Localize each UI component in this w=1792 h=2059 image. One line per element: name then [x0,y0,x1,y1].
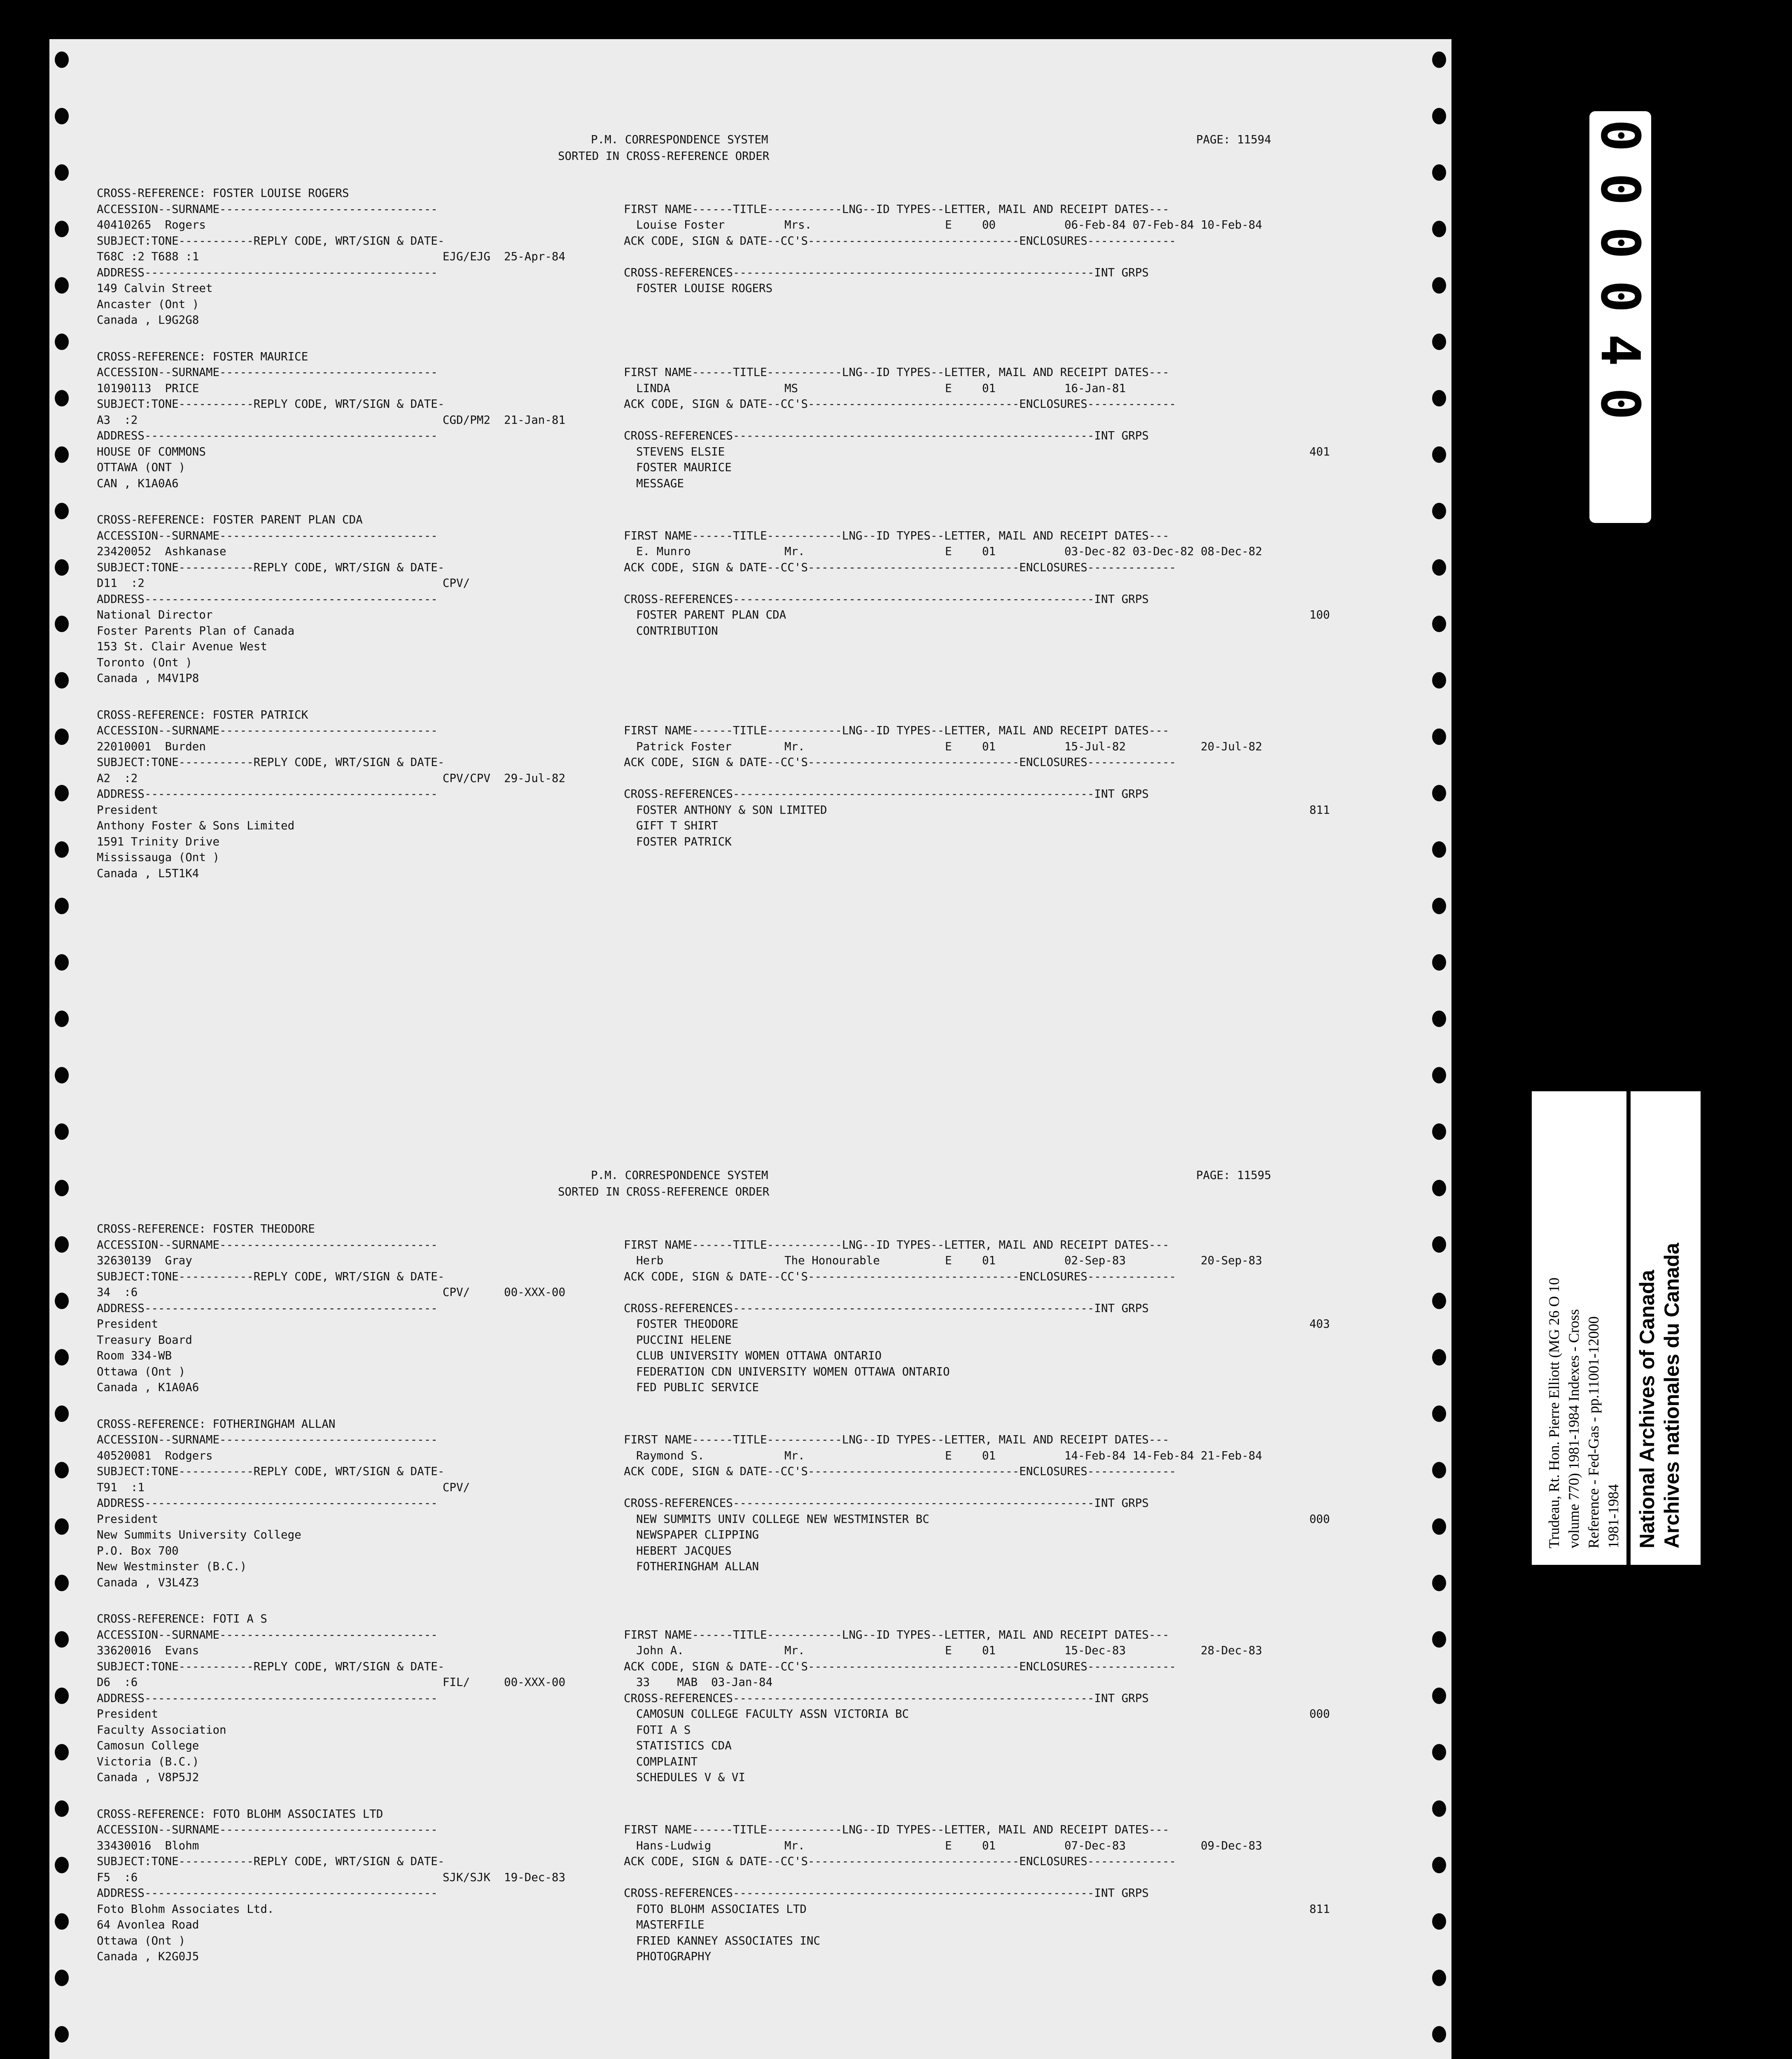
address-line: Foto Blohm Associates Ltd. [97,1902,274,1916]
sort-order: SORTED IN CROSS-REFERENCE ORDER [558,149,770,163]
reply-code: EJG/EJG 25-Apr-84 [443,250,566,263]
tractor-hole [1432,1293,1446,1309]
subject-tone: A2 :2 [97,771,138,785]
int-grps: 401 [1309,445,1330,458]
address-line: Anthony Foster & Sons Limited [97,819,295,832]
tractor-hole [1432,672,1446,689]
address-line: CAN , K1A0A6 [97,476,179,490]
address-line: Mississauga (Ont ) [97,851,220,864]
tractor-hole [55,559,69,576]
accession-surname: 10190113 PRICE [97,381,199,395]
title: Mr. [784,1839,805,1852]
tractor-hole [1432,390,1446,406]
column-header: CROSS-REFERENCES-----------------------------------------------------INT GRPS [624,1301,1149,1315]
address-line: Treasury Board [97,1333,192,1347]
column-header: ACCESSION--SURNAME-------------------------------- [97,529,438,542]
column-header: CROSS-REFERENCES-----------------------------------------------------INT GRPS [624,429,1149,442]
org-fr: Archives nationales du Canada [1660,1243,1683,1548]
address-line: Canada , M4V1P8 [97,672,199,685]
reply-code: CPV/ 00-XXX-00 [443,1286,566,1299]
subject-tone: 34 :6 [97,1286,138,1299]
first-name: LINDA [636,381,670,395]
cross-reference-entry: SCHEDULES V & VI [636,1771,745,1784]
archive-label-description [1544,1194,1623,1548]
reply-code: CPV/ [443,1480,470,1494]
language: E [945,1254,952,1267]
id-types: 01 [982,1449,996,1462]
tractor-hole [55,1518,69,1535]
column-header: ACCESSION--SURNAME-------------------------------- [97,202,438,216]
tractor-hole [1432,334,1446,350]
tractor-hole [55,1575,69,1591]
address-line: Room 334-WB [97,1349,172,1362]
column-header: CROSS-REFERENCES-----------------------------------------------------INT GRPS [624,592,1149,606]
address-line: Canada , V3L4Z3 [97,1576,199,1589]
reply-code: CGD/PM2 21-Jan-81 [443,413,566,427]
address-line: P.O. Box 700 [97,1544,179,1557]
address-line: Canada , K1A0A6 [97,1381,199,1394]
id-types: 01 [982,740,996,753]
id-types: 01 [982,381,996,395]
language: E [945,1839,952,1852]
tractor-hole [1432,1180,1446,1196]
tractor-hole [55,108,69,124]
column-header: ACK CODE, SIGN & DATE--CC'S-------------------------------ENCLOSURES------------- [624,560,1176,574]
letter-mail-receipt-dates: 16-Jan-81 [1064,381,1126,395]
reply-code: CPV/CPV 29-Jul-82 [443,771,566,785]
tractor-hole [1432,1462,1446,1478]
column-header: ADDRESS------------------------------------------- [97,1496,438,1510]
tractor-hole [55,164,69,181]
column-header: FIRST NAME------TITLE-----------LNG--ID TYPES--LETTER, MAIL AND RECEIPT DATES--- [624,529,1169,542]
address-line: Ottawa (Ont ) [97,1365,186,1378]
tractor-hole [1432,785,1446,801]
column-header: ADDRESS------------------------------------------- [97,787,438,801]
cross-reference-heading: CROSS-REFERENCE: FOTI A S [97,1612,267,1625]
address-line: Canada , K2G0J5 [97,1950,199,1963]
first-name: Patrick Foster [636,740,732,753]
cross-reference-heading: CROSS-REFERENCE: FOSTER LOUISE ROGERS [97,187,349,200]
letter-mail-receipt-dates: 06-Feb-84 07-Feb-84 10-Feb-84 [1064,218,1262,231]
column-header: ACK CODE, SIGN & DATE--CC'S-------------------------------ENCLOSURES------------- [624,397,1176,411]
tractor-hole [55,1405,69,1422]
tractor-hole [1432,164,1446,181]
tractor-hole [1432,1405,1446,1422]
column-header: ADDRESS------------------------------------------- [97,266,438,279]
language: E [945,381,952,395]
address-line: Victoria (B.C.) [97,1755,199,1768]
column-header: CROSS-REFERENCES-----------------------------------------------------INT GRPS [624,787,1149,801]
reply-code: SJK/SJK 19-Dec-83 [443,1870,566,1884]
tractor-hole [1432,728,1446,745]
tractor-hole [55,1913,69,1930]
column-header: CROSS-REFERENCES-----------------------------------------------------INT GRPS [624,1886,1149,1900]
column-header: ACCESSION--SURNAME-------------------------------- [97,366,438,379]
tractor-hole [1432,559,1446,576]
tractor-hole [1432,1123,1446,1140]
cross-reference-entry: HEBERT JACQUES [636,1544,732,1557]
column-header: CROSS-REFERENCES-----------------------------------------------------INT GRPS [624,1691,1149,1705]
language: E [945,1449,952,1462]
tractor-hole [55,1800,69,1817]
cross-reference-entry: FOSTER ANTHONY & SON LIMITED [636,803,827,817]
title: Mr. [784,1449,805,1462]
letter-mail-receipt-dates: 03-Dec-82 03-Dec-82 08-Dec-82 [1064,545,1262,558]
cross-reference-entry: MESSAGE [636,476,684,490]
org-en: National Archives of Canada [1636,1270,1659,1548]
tractor-hole [55,1067,69,1083]
tractor-hole [1432,221,1446,237]
cross-reference-entry: NEW SUMMITS UNIV COLLEGE NEW WESTMINSTER BC [636,1512,929,1526]
tractor-hole [55,1011,69,1027]
page-header [97,132,1406,165]
cross-reference-heading: CROSS-REFERENCE: FOSTER PATRICK [97,708,308,721]
cross-reference-record [97,185,1406,328]
address-line: New Westminster (B.C.) [97,1560,247,1573]
subject-tone: A3 :2 [97,413,138,427]
ack-code: 33 MAB 03-Jan-84 [636,1676,773,1689]
cross-reference-entry: FED PUBLIC SERVICE [636,1381,759,1394]
tractor-hole [1432,1011,1446,1027]
address-line: President [97,1512,159,1526]
column-header: ACK CODE, SIGN & DATE--CC'S-------------------------------ENCLOSURES------------- [624,756,1176,769]
column-header: SUBJECT:TONE-----------REPLY CODE, WRT/SIGN & DATE- [97,1855,445,1868]
address-line: OTTAWA (ONT ) [97,461,186,474]
first-name: Herb [636,1254,664,1267]
tractor-hole [55,841,69,858]
id-types: 00 [982,218,996,231]
tractor-hole [1432,446,1446,463]
tractor-hole [1432,1857,1446,1873]
cross-reference-heading: CROSS-REFERENCE: FOSTER PARENT PLAN CDA [97,513,363,526]
id-types: 01 [982,1254,996,1267]
tractor-hole [55,1970,69,1986]
column-header: CROSS-REFERENCES-----------------------------------------------------INT GRPS [624,266,1149,279]
first-name: John A. [636,1644,684,1657]
tractor-hole [1432,2026,1446,2043]
int-grps: 811 [1309,803,1330,817]
label-line: 1981-1984 [1605,1484,1622,1548]
cross-reference-entry: FOTHERINGHAM ALLAN [636,1560,759,1573]
tractor-hole [1432,898,1446,914]
tractor-hole [55,1123,69,1140]
column-header: ACCESSION--SURNAME-------------------------------- [97,1433,438,1446]
column-header: FIRST NAME------TITLE-----------LNG--ID TYPES--LETTER, MAIL AND RECEIPT DATES--- [624,724,1169,737]
label-divider [1626,1091,1631,1565]
page-number: PAGE: 11595 [1196,1169,1272,1182]
tractor-hole [55,446,69,463]
accession-surname: 33620016 Evans [97,1644,199,1657]
column-header: ADDRESS------------------------------------------- [97,429,438,442]
column-header: ACK CODE, SIGN & DATE--CC'S-------------------------------ENCLOSURES------------- [624,1270,1176,1283]
address-line: 153 St. Clair Avenue West [97,640,267,653]
id-types: 01 [982,1644,996,1657]
column-header: SUBJECT:TONE-----------REPLY CODE, WRT/SIGN & DATE- [97,234,445,247]
cross-reference-heading: CROSS-REFERENCE: FOSTER MAURICE [97,350,308,363]
accession-surname: 33430016 Blohm [97,1839,199,1852]
cross-reference-entry: FEDERATION CDN UNIVERSITY WOMEN OTTAWA ONTARIO [636,1365,950,1378]
label-line: volume 770) 1981-1984 Indexes - Cross [1566,1309,1582,1548]
tractor-hole [55,1180,69,1196]
int-grps: 403 [1309,1317,1330,1331]
cross-reference-entry: FOSTER LOUISE ROGERS [636,282,773,295]
letter-mail-receipt-dates: 07-Dec-83 09-Dec-83 [1064,1839,1262,1852]
column-header: SUBJECT:TONE-----------REPLY CODE, WRT/SIGN & DATE- [97,560,445,574]
cross-reference-entry: FOSTER MAURICE [636,461,732,474]
address-line: 149 Calvin Street [97,282,213,295]
column-header: ADDRESS------------------------------------------- [97,1886,438,1900]
title: MS [784,381,798,395]
right-tractor-holes [1427,39,1451,2059]
tractor-hole [1432,841,1446,858]
cross-reference-entry: FOSTER PARENT PLAN CDA [636,608,786,621]
accession-surname: 40410265 Rogers [97,218,206,231]
address-line: 1591 Trinity Drive [97,835,220,848]
cross-reference-record [97,1416,1406,1591]
column-header: ACCESSION--SURNAME-------------------------------- [97,1823,438,1836]
tractor-hole [55,616,69,632]
column-header: ACK CODE, SIGN & DATE--CC'S-------------------------------ENCLOSURES------------- [624,1660,1176,1673]
column-header: SUBJECT:TONE-----------REPLY CODE, WRT/SIGN & DATE- [97,756,445,769]
tractor-hole [1432,1744,1446,1760]
cross-reference-entry: FOSTER THEODORE [636,1317,739,1331]
address-line: Toronto (Ont ) [97,656,192,669]
tractor-hole [1432,51,1446,68]
title: Mr. [784,545,805,558]
cross-reference-record [97,1611,1406,1786]
address-line: President [97,803,159,817]
column-header: FIRST NAME------TITLE-----------LNG--ID TYPES--LETTER, MAIL AND RECEIPT DATES--- [624,1433,1169,1446]
address-line: Ottawa (Ont ) [97,1934,186,1947]
tractor-hole [55,51,69,68]
first-name: Hans-Ludwig [636,1839,712,1852]
address-line: Faculty Association [97,1723,226,1737]
tractor-hole [55,898,69,914]
tractor-hole [1432,1970,1446,1986]
address-line: Canada , V8P5J2 [97,1771,199,1784]
stamp-number: 000040 [1589,119,1652,441]
tractor-hole [1432,1575,1446,1591]
cross-reference-entry: MASTERFILE [636,1918,705,1931]
int-grps: 100 [1309,608,1330,621]
language: E [945,545,952,558]
address-line: Camosun College [97,1739,199,1752]
column-header: ACK CODE, SIGN & DATE--CC'S-------------------------------ENCLOSURES------------- [624,1465,1176,1478]
column-header: FIRST NAME------TITLE-----------LNG--ID TYPES--LETTER, MAIL AND RECEIPT DATES--- [624,366,1169,379]
column-header: ADDRESS------------------------------------------- [97,1691,438,1705]
cross-reference-entry: FOTO BLOHM ASSOCIATES LTD [636,1902,807,1916]
address-line: HOUSE OF COMMONS [97,445,206,458]
tractor-hole [55,1293,69,1309]
column-header: ACK CODE, SIGN & DATE--CC'S-------------------------------ENCLOSURES------------- [624,234,1176,247]
column-header: ACCESSION--SURNAME-------------------------------- [97,1238,438,1251]
tractor-hole [55,1349,69,1366]
first-name: Raymond S. [636,1449,705,1462]
tractor-hole [55,503,69,519]
subject-tone: T68C :2 T688 :1 [97,250,199,263]
id-types: 01 [982,1839,996,1852]
title: Mr. [784,740,805,753]
tractor-hole [55,672,69,689]
address-line: Canada , L5T1K4 [97,866,199,880]
page-number: PAGE: 11594 [1196,133,1272,146]
address-line: Ancaster (Ont ) [97,297,199,311]
int-grps: 000 [1309,1512,1330,1526]
title: Mrs. [784,218,812,231]
language: E [945,1644,952,1657]
subject-tone: F5 :6 [97,1870,138,1884]
label-line: Trudeau, Rt. Hon. Pierre Elliott (MG 26 O 10 [1546,1277,1562,1548]
cross-reference-heading: CROSS-REFERENCE: FOSTER THEODORE [97,1222,315,1235]
cross-reference-entry: CAMOSUN COLLEGE FACULTY ASSN VICTORIA BC [636,1707,909,1721]
tractor-hole [1432,1349,1446,1366]
title: Mr. [784,1644,805,1657]
cross-reference-record [97,707,1406,882]
column-header: CROSS-REFERENCES-----------------------------------------------------INT GRPS [624,1496,1149,1510]
tractor-hole [55,277,69,294]
column-header: SUBJECT:TONE-----------REPLY CODE, WRT/SIGN & DATE- [97,397,445,411]
cross-reference-heading: CROSS-REFERENCE: FOTO BLOHM ASSOCIATES LTD [97,1807,383,1821]
tractor-hole [55,2026,69,2043]
cross-reference-entry: COMPLAINT [636,1755,698,1768]
column-header: ADDRESS------------------------------------------- [97,592,438,606]
address-line: Canada , L9G2G8 [97,313,199,327]
letter-mail-receipt-dates: 15-Dec-83 28-Dec-83 [1064,1644,1262,1657]
column-header: ADDRESS------------------------------------------- [97,1301,438,1315]
tractor-hole [1432,1236,1446,1253]
tractor-hole [55,334,69,350]
tractor-hole [1432,954,1446,971]
label-line: Reference - Fed-Gas - pp.11001-12000 [1585,1316,1602,1548]
column-header: FIRST NAME------TITLE-----------LNG--ID TYPES--LETTER, MAIL AND RECEIPT DATES--- [624,1823,1169,1836]
column-header: ACCESSION--SURNAME-------------------------------- [97,1628,438,1641]
accession-surname: 32630139 Gray [97,1254,192,1267]
tractor-hole [1432,1518,1446,1535]
address-line: President [97,1707,159,1721]
accession-surname: 22010001 Burden [97,740,206,753]
column-header: SUBJECT:TONE-----------REPLY CODE, WRT/SIGN & DATE- [97,1465,445,1478]
cross-reference-entry: CLUB UNIVERSITY WOMEN OTTAWA ONTARIO [636,1349,882,1362]
tractor-hole [55,1631,69,1648]
continuous-form-paper [49,39,1451,2059]
system-title: P.M. CORRESPONDENCE SYSTEM [591,133,768,146]
column-header: ACK CODE, SIGN & DATE--CC'S-------------------------------ENCLOSURES------------- [624,1855,1176,1868]
language: E [945,218,952,231]
accession-surname: 40520081 Rodgers [97,1449,213,1462]
sort-order: SORTED IN CROSS-REFERENCE ORDER [558,1185,770,1198]
column-header: FIRST NAME------TITLE-----------LNG--ID TYPES--LETTER, MAIL AND RECEIPT DATES--- [624,1238,1169,1251]
address-line: New Summits University College [97,1528,301,1541]
printout-page [97,132,1406,881]
first-name: E. Munro [636,545,691,558]
subject-tone: D6 :6 [97,1676,138,1689]
cross-reference-entry: CONTRIBUTION [636,624,718,637]
cross-reference-record [97,349,1406,492]
language: E [945,740,952,753]
column-header: FIRST NAME------TITLE-----------LNG--ID TYPES--LETTER, MAIL AND RECEIPT DATES--- [624,202,1169,216]
cross-reference-record [97,1806,1406,1965]
column-header: FIRST NAME------TITLE-----------LNG--ID TYPES--LETTER, MAIL AND RECEIPT DATES--- [624,1628,1169,1641]
page-header [97,1167,1406,1200]
archive-label-org [1635,1243,1684,1548]
column-header: SUBJECT:TONE-----------REPLY CODE, WRT/SIGN & DATE- [97,1660,445,1673]
system-title: P.M. CORRESPONDENCE SYSTEM [591,1169,768,1182]
column-header: SUBJECT:TONE-----------REPLY CODE, WRT/SIGN & DATE- [97,1270,445,1283]
letter-mail-receipt-dates: 02-Sep-83 20-Sep-83 [1064,1254,1262,1267]
accession-surname: 23420052 Ashkanase [97,545,226,558]
letter-mail-receipt-dates: 15-Jul-82 20-Jul-82 [1064,740,1262,753]
tractor-hole [1432,503,1446,519]
cross-reference-entry: PUCCINI HELENE [636,1333,732,1347]
tractor-hole [1432,1067,1446,1083]
cross-reference-heading: CROSS-REFERENCE: FOTHERINGHAM ALLAN [97,1417,336,1431]
cross-reference-entry: STEVENS ELSIE [636,445,725,458]
address-line: Foster Parents Plan of Canada [97,624,295,637]
cross-reference-entry: PHOTOGRAPHY [636,1950,712,1963]
tractor-hole [55,1462,69,1478]
int-grps: 811 [1309,1902,1330,1916]
tractor-hole [55,785,69,801]
tractor-hole [1432,1800,1446,1817]
tractor-hole [1432,616,1446,632]
tractor-hole [55,954,69,971]
tractor-hole [55,728,69,745]
archive-stamp [1589,111,1651,523]
subject-tone: T91 :1 [97,1480,145,1494]
address-line: National Director [97,608,213,621]
id-types: 01 [982,545,996,558]
printout-page [97,1167,1406,1965]
cross-reference-record [97,512,1406,686]
cross-reference-entry: GIFT T SHIRT [636,819,718,832]
archive-label [1532,1091,1701,1565]
tractor-hole [1432,277,1446,294]
cross-reference-record [97,1221,1406,1396]
reply-code: CPV/ [443,577,470,590]
tractor-hole [1432,1688,1446,1704]
int-grps: 000 [1309,1707,1330,1721]
cross-reference-entry: FOSTER PATRICK [636,835,732,848]
letter-mail-receipt-dates: 14-Feb-84 14-Feb-84 21-Feb-84 [1064,1449,1262,1462]
cross-reference-entry: NEWSPAPER CLIPPING [636,1528,759,1541]
column-header: ACCESSION--SURNAME-------------------------------- [97,724,438,737]
tractor-hole [55,1236,69,1253]
address-line: President [97,1317,159,1331]
tractor-hole [55,1744,69,1760]
tractor-hole [55,1688,69,1704]
cross-reference-entry: STATISTICS CDA [636,1739,732,1752]
reply-code: FIL/ 00-XXX-00 [443,1676,566,1689]
left-tractor-holes [49,39,74,2059]
address-line: 64 Avonlea Road [97,1918,199,1931]
tractor-hole [1432,1913,1446,1930]
tractor-hole [55,390,69,406]
cross-reference-entry: FOTI A S [636,1723,691,1737]
tractor-hole [1432,1631,1446,1648]
cross-reference-entry: FRIED KANNEY ASSOCIATES INC [636,1934,821,1947]
title: The Honourable [784,1254,880,1267]
tractor-hole [55,221,69,237]
tractor-hole [1432,108,1446,124]
first-name: Louise Foster [636,218,725,231]
subject-tone: D11 :2 [97,577,145,590]
tractor-hole [55,1857,69,1873]
